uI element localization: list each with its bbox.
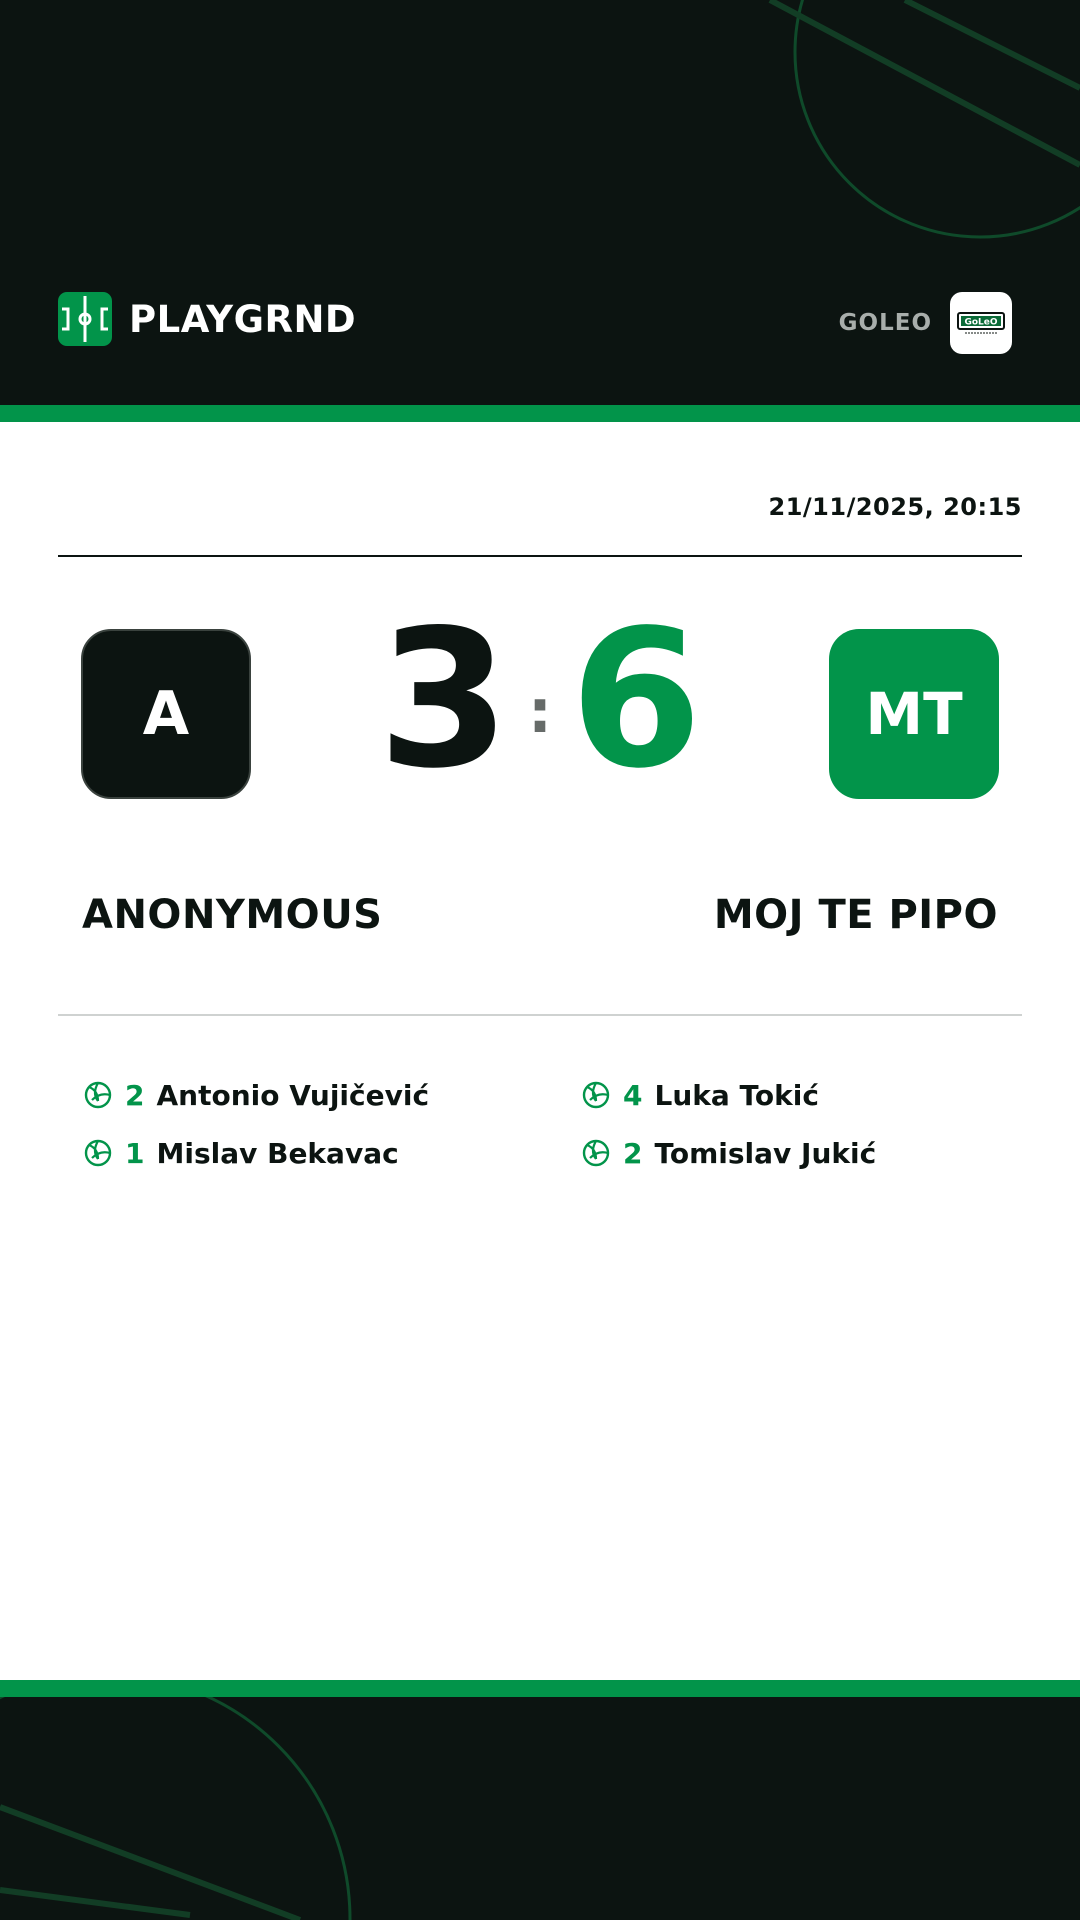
volleyball-icon	[581, 1080, 611, 1110]
away-team-badge: MT	[829, 629, 999, 799]
volleyball-icon	[83, 1138, 113, 1168]
goal-count: 2	[623, 1136, 643, 1170]
home-scorers	[83, 1066, 543, 1182]
player-name: Luka Tokić	[654, 1078, 819, 1112]
scoreline	[340, 589, 740, 810]
field-lines-decoration	[0, 1697, 1080, 1920]
goal-count: 4	[623, 1078, 643, 1112]
player-name: Mislav Bekavac	[156, 1136, 399, 1170]
score-separator: :	[528, 677, 552, 747]
footer	[0, 1697, 1080, 1920]
goal-count: 2	[125, 1078, 145, 1112]
brand	[58, 292, 356, 346]
sponsor	[839, 292, 1012, 354]
accent-bar-bottom	[0, 1680, 1080, 1697]
scorer-row	[581, 1124, 1041, 1182]
goleo-logo	[950, 292, 1012, 354]
accent-bar-top	[0, 405, 1080, 422]
home-team-badge: A	[81, 629, 251, 799]
goal-count: 1	[125, 1136, 145, 1170]
away-team-name: MOJ TE PIPO	[713, 892, 998, 938]
away-score: 6	[570, 589, 703, 810]
brand-name: PLAYGRND	[129, 297, 357, 341]
player-name: Tomislav Jukić	[654, 1136, 877, 1170]
match-datetime: 21/11/2025, 20:15	[768, 493, 1022, 521]
volleyball-icon	[581, 1138, 611, 1168]
sponsor-label: GOLEO	[838, 310, 932, 336]
away-scorers	[581, 1066, 1041, 1182]
divider	[58, 555, 1022, 557]
volleyball-icon	[83, 1080, 113, 1110]
home-team-name: ANONYMOUS	[82, 892, 383, 938]
scorer-row	[83, 1066, 543, 1124]
scorers-divider	[58, 1014, 1022, 1016]
header	[0, 0, 1080, 405]
svg-text:GoLeO: GoLeO	[964, 317, 998, 328]
pitch-icon	[58, 292, 112, 346]
scorer-row	[581, 1066, 1041, 1124]
home-score: 3	[377, 589, 510, 810]
player-name: Antonio Vujičević	[156, 1078, 430, 1112]
scorer-row	[83, 1124, 543, 1182]
